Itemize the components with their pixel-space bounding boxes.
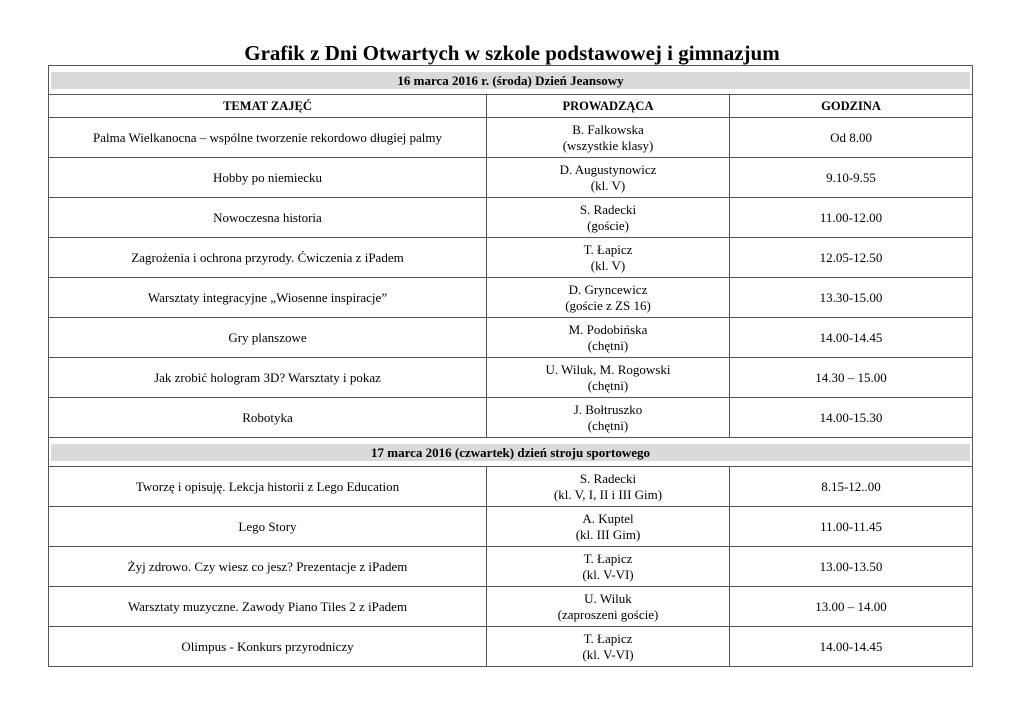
teacher-cell xyxy=(487,627,730,667)
topic-cell: Tworzę i opisuję. Lekcja historii z Lego Education xyxy=(49,467,487,507)
table-row xyxy=(49,238,973,278)
topic-cell: Gry planszowe xyxy=(49,318,487,358)
table-row xyxy=(49,198,973,238)
topic-cell: Jak zrobić hologram 3D? Warsztaty i pokaz xyxy=(49,358,487,398)
time-cell: Od 8.00 xyxy=(730,118,973,158)
topic-cell: Warsztaty muzyczne. Zawody Piano Tiles 2 z iPadem xyxy=(49,587,487,627)
table-row xyxy=(49,158,973,198)
day-section-row xyxy=(49,438,973,467)
column-header: GODZINA xyxy=(730,95,973,118)
header-row xyxy=(49,95,973,118)
teacher-name: D. Augustynowicz xyxy=(559,161,657,177)
teacher-name: T. Łapicz xyxy=(583,550,633,566)
schedule-table xyxy=(48,65,973,667)
topic-cell: Zagrożenia i ochrona przyrody. Ćwiczenia z iPadem xyxy=(49,238,487,278)
time-cell: 12.05-12.50 xyxy=(730,238,973,278)
teacher-cell xyxy=(487,118,730,158)
teacher-cell xyxy=(487,467,730,507)
teacher-cell xyxy=(487,358,730,398)
page-title: Grafik z Dni Otwartych w szkole podstawowej i gimnazjum xyxy=(244,41,780,65)
teacher-group: (goście) xyxy=(587,217,629,233)
time-cell: 14.00-14.45 xyxy=(730,627,973,667)
teacher-cell xyxy=(487,398,730,438)
teacher-cell xyxy=(487,507,730,547)
teacher-cell xyxy=(487,587,730,627)
teacher-group: (chętni) xyxy=(587,377,629,393)
teacher-cell xyxy=(487,238,730,278)
time-cell: 14.30 – 15.00 xyxy=(730,358,973,398)
teacher-group: (kl. V) xyxy=(590,257,626,273)
table-row xyxy=(49,358,973,398)
teacher-cell xyxy=(487,278,730,318)
day-section-cell xyxy=(49,438,973,467)
teacher-name: D. Gryncewicz xyxy=(568,281,648,297)
teacher-name: S. Radecki xyxy=(579,201,637,217)
teacher-name: U. Wiluk xyxy=(584,590,632,606)
day-heading: 16 marca 2016 r. (środa) Dzień Jeansowy xyxy=(51,72,970,89)
time-cell: 13.00-13.50 xyxy=(730,547,973,587)
topic-cell: Nowoczesna historia xyxy=(49,198,487,238)
teacher-cell xyxy=(487,158,730,198)
teacher-group: (kl. V, I, II i III Gim) xyxy=(553,486,663,502)
time-cell: 11.00-11.45 xyxy=(730,507,973,547)
table-row xyxy=(49,627,973,667)
teacher-group: (kl. V-VI) xyxy=(582,566,634,582)
time-cell: 8.15-12..00 xyxy=(730,467,973,507)
teacher-name: B. Falkowska xyxy=(572,121,644,137)
topic-cell: Lego Story xyxy=(49,507,487,547)
time-cell: 14.00-14.45 xyxy=(730,318,973,358)
table-row xyxy=(49,278,973,318)
day-section-cell xyxy=(49,66,973,95)
table-row xyxy=(49,318,973,358)
column-header: PROWADZĄCA xyxy=(487,95,730,118)
table-row xyxy=(49,398,973,438)
time-cell: 11.00-12.00 xyxy=(730,198,973,238)
teacher-group: (kl. III Gim) xyxy=(575,526,641,542)
topic-cell: Hobby po niemiecku xyxy=(49,158,487,198)
teacher-group: (chętni) xyxy=(587,337,629,353)
time-cell: 14.00-15.30 xyxy=(730,398,973,438)
topic-cell: Warsztaty integracyjne „Wiosenne inspiracje” xyxy=(49,278,487,318)
teacher-name: J. Bołtruszko xyxy=(573,401,643,417)
day-heading: 17 marca 2016 (czwartek) dzień stroju sportowego xyxy=(51,444,970,461)
day-section-row xyxy=(49,66,973,95)
teacher-group: (wszystkie klasy) xyxy=(562,137,654,153)
topic-cell: Olimpus - Konkurs przyrodniczy xyxy=(49,627,487,667)
teacher-group: (zaproszeni goście) xyxy=(557,606,659,622)
teacher-cell xyxy=(487,198,730,238)
teacher-name: M. Podobińska xyxy=(568,321,648,337)
teacher-group: (goście z ZS 16) xyxy=(565,297,651,313)
time-cell: 13.00 – 14.00 xyxy=(730,587,973,627)
teacher-name: A. Kuptel xyxy=(582,510,634,526)
time-cell: 13.30-15.00 xyxy=(730,278,973,318)
table-row xyxy=(49,547,973,587)
table-row xyxy=(49,587,973,627)
table-row xyxy=(49,118,973,158)
time-cell: 9.10-9.55 xyxy=(730,158,973,198)
teacher-group: (kl. V) xyxy=(590,177,626,193)
topic-cell: Palma Wielkanocna – wspólne tworzenie rekordowo długiej palmy xyxy=(49,118,487,158)
teacher-group: (kl. V-VI) xyxy=(582,646,634,662)
teacher-name: U. Wiluk, M. Rogowski xyxy=(545,361,671,377)
teacher-name: T. Łapicz xyxy=(583,241,633,257)
table-row xyxy=(49,467,973,507)
topic-cell: Żyj zdrowo. Czy wiesz co jesz? Prezentacje z iPadem xyxy=(49,547,487,587)
topic-cell: Robotyka xyxy=(49,398,487,438)
teacher-cell xyxy=(487,318,730,358)
column-header: TEMAT ZAJĘĆ xyxy=(49,95,487,118)
teacher-cell xyxy=(487,547,730,587)
table-row xyxy=(49,507,973,547)
teacher-name: S. Radecki xyxy=(579,470,637,486)
teacher-group: (chętni) xyxy=(587,417,629,433)
teacher-name: T. Łapicz xyxy=(583,630,633,646)
